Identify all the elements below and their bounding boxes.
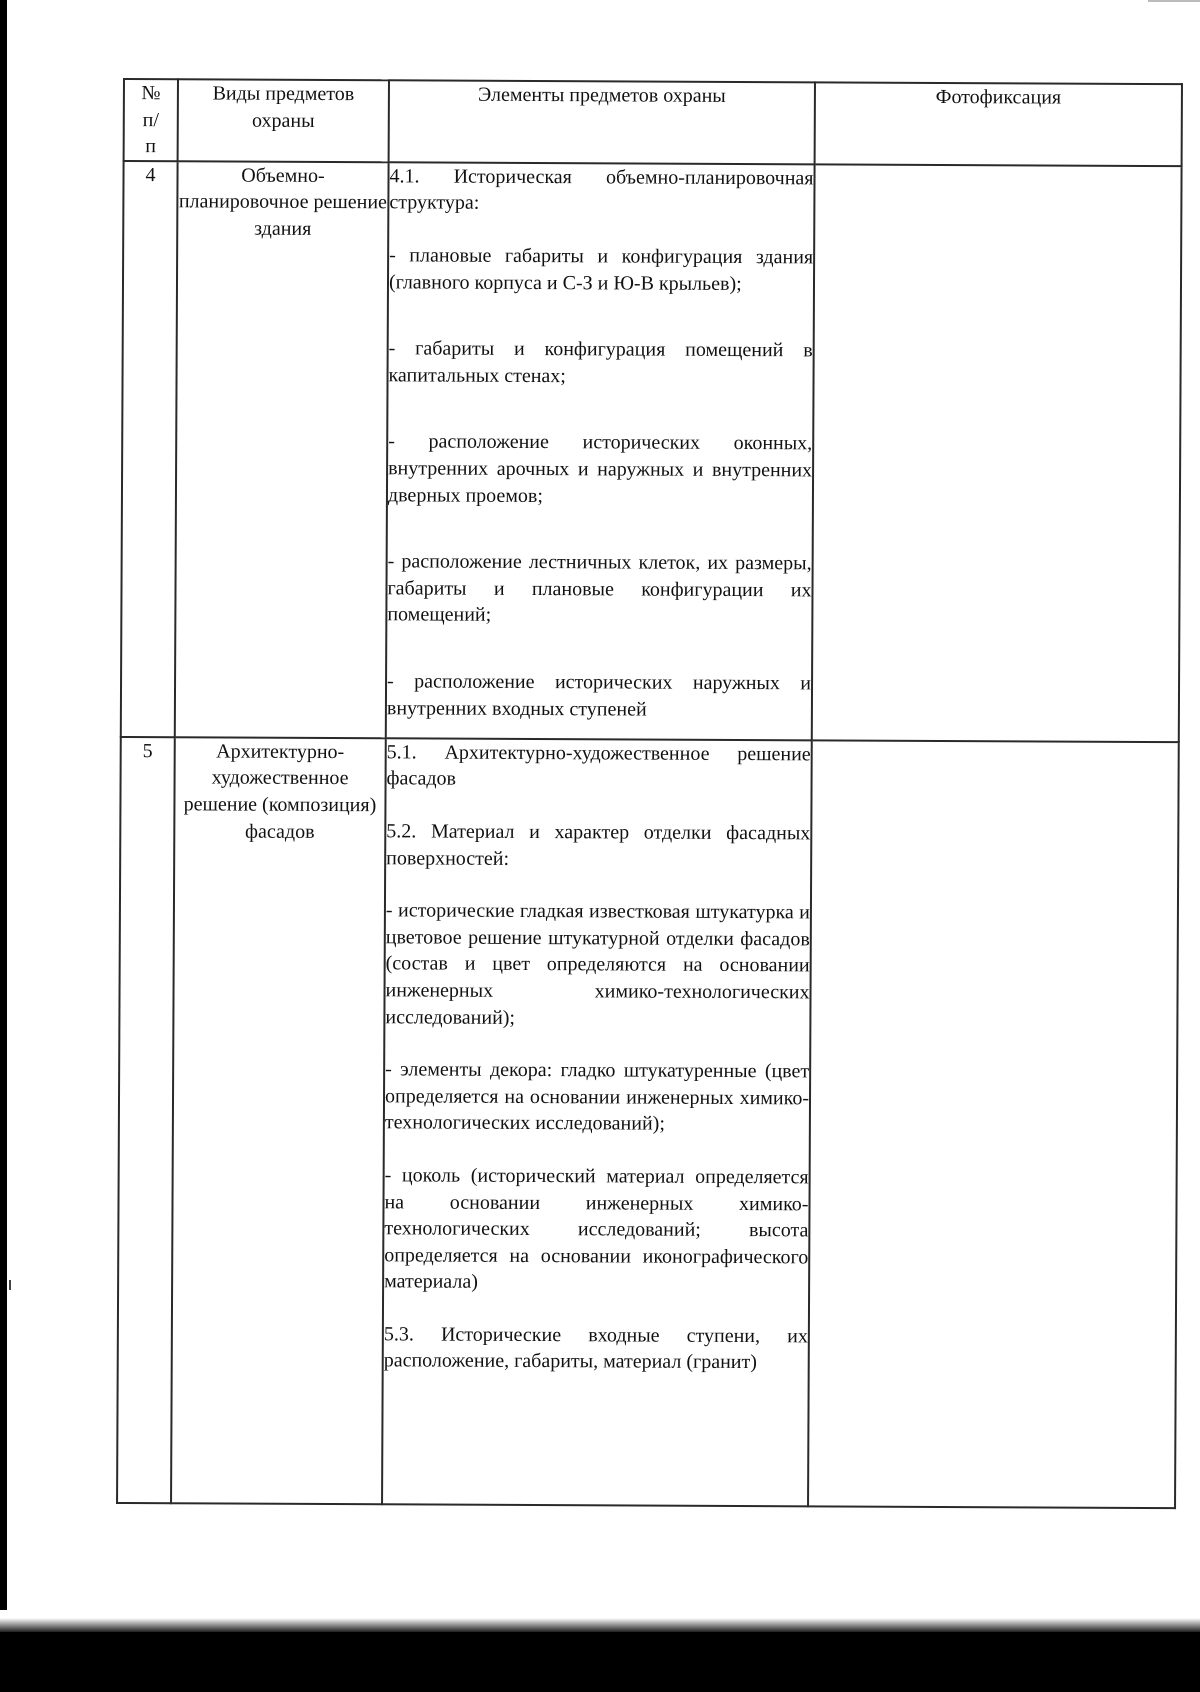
header-number <box>124 79 178 161</box>
element-paragraph: 5.2. Материал и характер отделки фасадных поверхностей: <box>386 820 811 870</box>
row-photo <box>812 164 1182 742</box>
element-paragraph: 5.3. Исторические входные ступени, их расположение, габариты, материал (гранит) <box>383 1323 808 1374</box>
row-elements <box>386 162 815 740</box>
protection-items-table <box>116 78 1183 1509</box>
row-photo <box>808 740 1179 1508</box>
header-number-line: п/ <box>142 108 159 131</box>
element-paragraph: - расположение исторических оконных, внутренних арочных и наружных и внутренних дверных проемов; <box>387 430 813 507</box>
row-number: 5 <box>117 737 175 1503</box>
element-paragraph: 5.1. Архитектурно-художественное решение фасадов <box>386 741 811 791</box>
element-paragraph: 4.1. Историческая объемно-планировочная структура: <box>389 165 814 215</box>
element-paragraph: - цоколь (исторический материал определяется на основании инженерных химико-технологических исследований; высота определяется на основании иконографического материала) <box>384 1164 809 1294</box>
scan-speck <box>9 1280 11 1290</box>
header-number-line: № <box>141 82 161 105</box>
row-kind: Объемно-планировочное решение здания <box>175 161 389 738</box>
table-header-row <box>124 79 1182 166</box>
scan-edge-bottom <box>0 1632 1200 1692</box>
element-paragraph: - исторические гладкая известковая штукатурка и цветовое решение штукатурной отделки фасадов (состав и цвет определяются на основании инженерных химико-технологических исследований); <box>385 899 810 1029</box>
element-paragraph: - плановые габариты и конфигурация здания (главного корпуса и С-З и Ю-В крыльев); <box>388 244 814 295</box>
header-elements: Элементы предметов охраны <box>389 80 815 164</box>
scan-edge-top <box>1148 0 1200 2</box>
element-paragraph: - элементы декора: гладко штукатуренные (цвет определяется на основании инженерных химико-технологических исследований); <box>384 1058 810 1135</box>
row-number: 4 <box>121 161 178 737</box>
row-kind: Архитектурно-художественное решение (композиция) фасадов <box>171 737 386 1504</box>
element-paragraph: - расположение исторических наружных и внутренних входных ступеней <box>386 670 812 721</box>
table-row <box>121 161 1182 742</box>
element-paragraph: - габариты и конфигурация помещений в капитальных стенах; <box>388 337 813 387</box>
row-elements <box>382 738 812 1506</box>
header-kind: Виды предметов охраны <box>178 79 389 162</box>
table-row <box>117 737 1179 1508</box>
scan-edge-left <box>0 0 7 1610</box>
element-paragraph: - расположение лестничных клеток, их размеры, габариты и плановые конфигурации их помещений; <box>387 550 812 627</box>
header-photo: Фотофиксация <box>815 82 1182 166</box>
header-number-line: п <box>145 135 157 158</box>
